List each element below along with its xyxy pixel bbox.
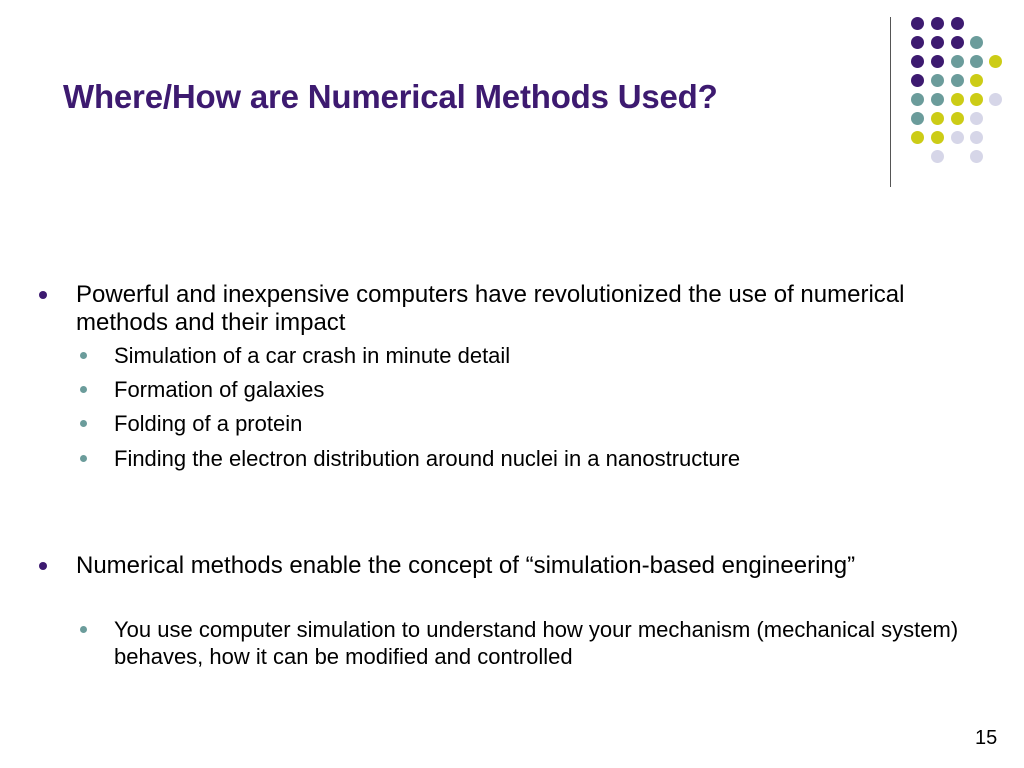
- sub-bullet-text: You use computer simulation to understand how your mechanism (mechanical system) behaves, how it can be modified and controlled: [114, 617, 959, 669]
- decor-dot: [989, 93, 1002, 106]
- decor-dot: [931, 55, 944, 68]
- sub-bullet-marker: [80, 455, 87, 462]
- decor-dot: [911, 112, 924, 125]
- decor-dot: [970, 150, 983, 163]
- decor-dot: [970, 36, 983, 49]
- decor-dot: [951, 112, 964, 125]
- bullet-marker: [39, 291, 47, 299]
- decor-dot: [911, 131, 924, 144]
- decor-dot: [951, 131, 964, 144]
- sub-bullet-marker: [80, 626, 87, 633]
- decor-dot: [911, 93, 924, 106]
- sub-bullet-marker: [80, 352, 87, 359]
- page-number: 15: [975, 727, 998, 749]
- decor-dot: [931, 17, 944, 30]
- decor-dot: [911, 74, 924, 87]
- decor-dot: [911, 55, 924, 68]
- decorative-dot-grid: [0, 0, 1024, 200]
- decor-dot: [931, 93, 944, 106]
- sub-bullet-marker: [80, 386, 87, 393]
- decor-dot: [970, 74, 983, 87]
- decor-dot: [931, 112, 944, 125]
- decor-dot: [911, 36, 924, 49]
- decor-dot: [931, 36, 944, 49]
- decor-dot: [989, 55, 1002, 68]
- decor-dot: [931, 74, 944, 87]
- decor-dot: [970, 112, 983, 125]
- decor-dot: [970, 131, 983, 144]
- decor-dot: [951, 55, 964, 68]
- sub-bullet-marker: [80, 420, 87, 427]
- decor-dot: [951, 36, 964, 49]
- sub-bullet-text: Finding the electron distribution around nuclei in a nanostructure: [114, 446, 741, 471]
- sub-bullet-text: Formation of galaxies: [114, 377, 325, 402]
- decor-dot: [931, 150, 944, 163]
- decor-dot: [911, 17, 924, 30]
- decor-dot: [931, 131, 944, 144]
- decor-dot: [951, 93, 964, 106]
- bullet-marker: [39, 562, 47, 570]
- decor-dot: [951, 17, 964, 30]
- sub-bullet-text: Simulation of a car crash in minute detail: [114, 343, 511, 368]
- decor-dot: [970, 93, 983, 106]
- bullet-text: Powerful and inexpensive computers have revolutionized the use of numerical methods and their impact: [76, 281, 905, 336]
- decor-dot: [970, 55, 983, 68]
- decor-dot: [951, 74, 964, 87]
- bullet-text: Numerical methods enable the concept of “simulation-based engineering”: [76, 552, 856, 579]
- slide-title: Where/How are Numerical Methods Used?: [63, 78, 718, 115]
- sub-bullet-text: Folding of a protein: [114, 411, 303, 436]
